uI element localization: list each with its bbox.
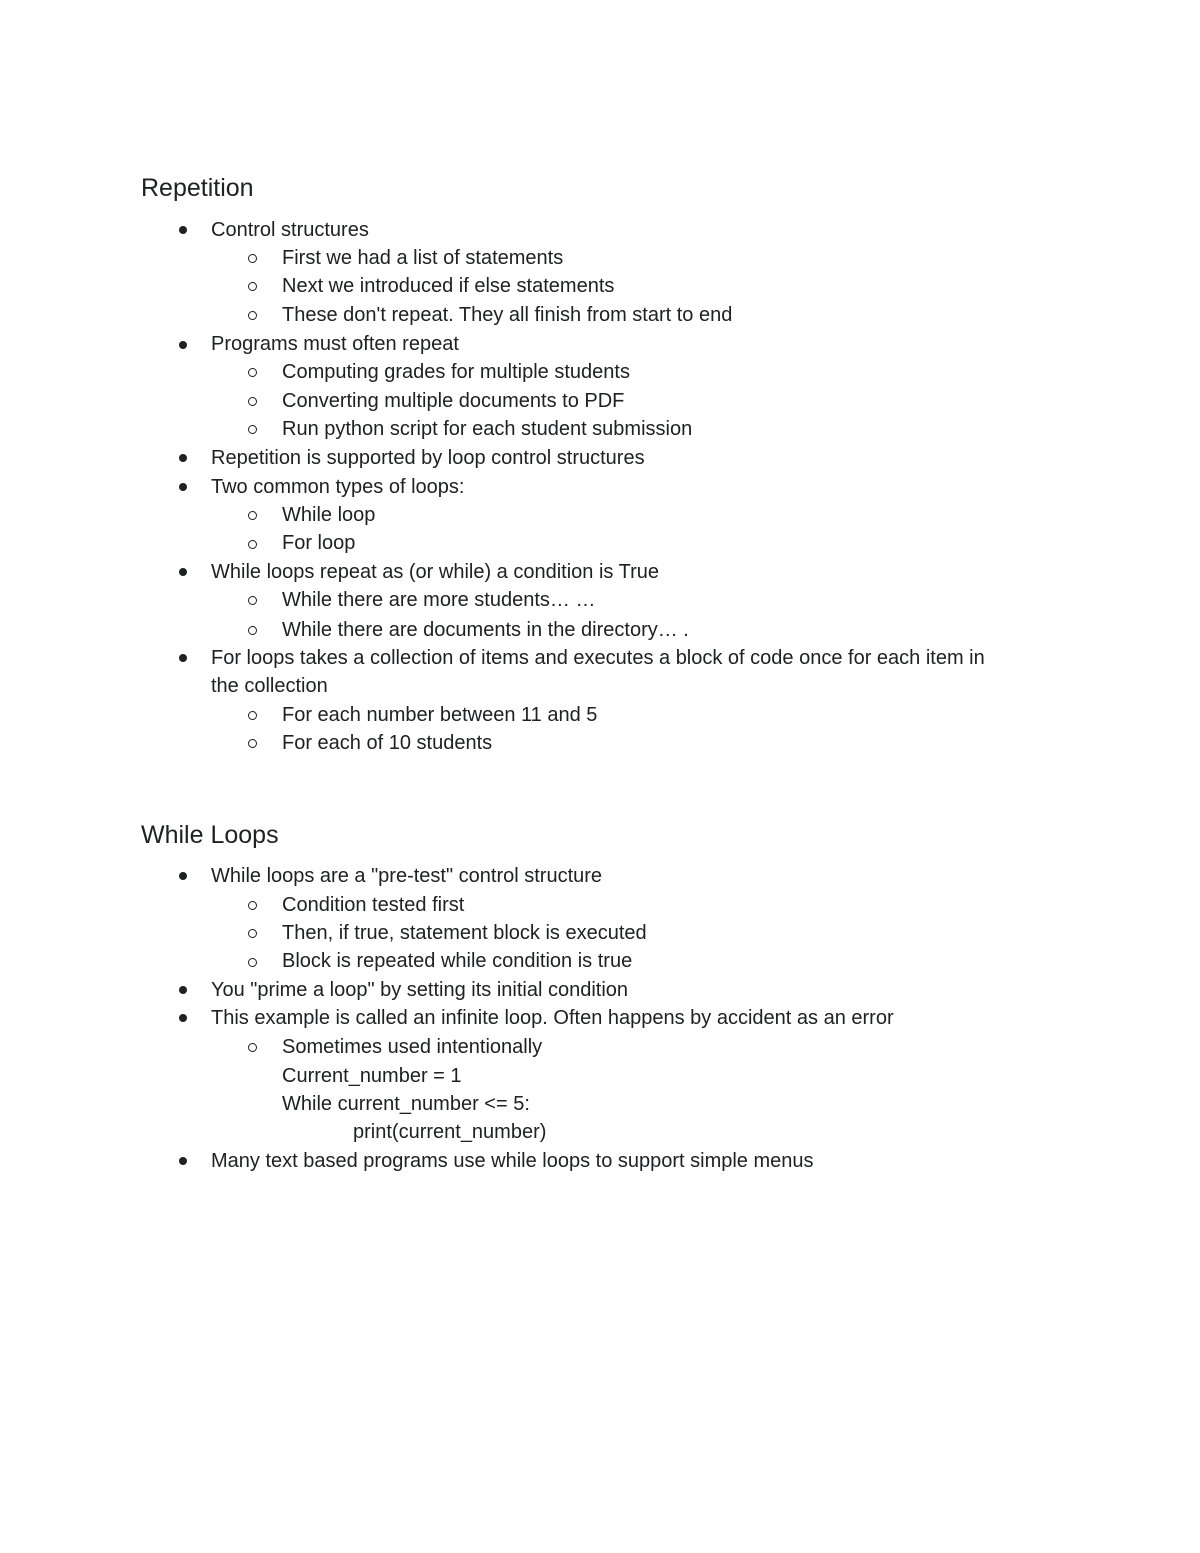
- hollow-bullet-icon: [248, 282, 257, 291]
- hollow-bullet-icon: [248, 540, 257, 549]
- bullet-icon: [179, 483, 187, 491]
- list-item-continuation: the collection: [211, 675, 328, 697]
- list-item: While loops are a "pre-test" control structure: [211, 865, 603, 887]
- list-subitem: Run python script for each student submission: [282, 418, 693, 440]
- list-item: For loops takes a collection of items and executes a block of code once for each item in: [211, 647, 985, 669]
- hollow-bullet-icon: [248, 425, 257, 434]
- bullet-icon: [179, 454, 187, 462]
- list-subitem: While loop: [282, 504, 376, 526]
- bullet-icon: [179, 872, 187, 880]
- code-line: While current_number <= 5:: [282, 1093, 530, 1115]
- code-line: print(current_number): [353, 1121, 547, 1143]
- list-subitem: Converting multiple documents to PDF: [282, 390, 625, 412]
- list-subitem: For each of 10 students: [282, 732, 493, 754]
- list-subitem: These don't repeat. They all finish from start to end: [282, 304, 733, 326]
- hollow-bullet-icon: [248, 311, 257, 320]
- hollow-bullet-icon: [248, 596, 257, 605]
- list-item: You "prime a loop" by setting its initial condition: [211, 979, 629, 1001]
- list-item: Many text based programs use while loops to support simple menus: [211, 1150, 814, 1172]
- hollow-bullet-icon: [248, 929, 257, 938]
- section-heading-while-loops: While Loops: [141, 821, 279, 849]
- list-subitem: Then, if true, statement block is executed: [282, 922, 647, 944]
- list-item: Repetition is supported by loop control structures: [211, 447, 645, 469]
- hollow-bullet-icon: [248, 711, 257, 720]
- hollow-bullet-icon: [248, 739, 257, 748]
- list-subitem: Sometimes used intentionally: [282, 1036, 543, 1058]
- list-item: Programs must often repeat: [211, 333, 459, 355]
- bullet-icon: [179, 226, 187, 234]
- hollow-bullet-icon: [248, 626, 257, 635]
- list-subitem: Next we introduced if else statements: [282, 275, 615, 297]
- hollow-bullet-icon: [248, 1043, 257, 1052]
- list-item: Two common types of loops:: [211, 476, 465, 498]
- list-item: This example is called an infinite loop. Often happens by accident as an error: [211, 1007, 894, 1029]
- hollow-bullet-icon: [248, 368, 257, 377]
- list-subitem: For each number between 11 and 5: [282, 704, 598, 726]
- list-subitem: While there are more students… …: [282, 589, 596, 611]
- hollow-bullet-icon: [248, 254, 257, 263]
- hollow-bullet-icon: [248, 901, 257, 910]
- list-item: While loops repeat as (or while) a condition is True: [211, 561, 659, 583]
- list-subitem: For loop: [282, 532, 356, 554]
- code-line: Current_number = 1: [282, 1065, 462, 1087]
- bullet-icon: [179, 568, 187, 576]
- hollow-bullet-icon: [248, 397, 257, 406]
- list-item: Control structures: [211, 219, 369, 241]
- bullet-icon: [179, 986, 187, 994]
- list-subitem: Condition tested first: [282, 894, 465, 916]
- hollow-bullet-icon: [248, 511, 257, 520]
- bullet-icon: [179, 341, 187, 349]
- hollow-bullet-icon: [248, 958, 257, 967]
- bullet-icon: [179, 1014, 187, 1022]
- list-subitem: While there are documents in the directory… .: [282, 619, 689, 641]
- section-heading-repetition: Repetition: [141, 174, 254, 202]
- list-subitem: First we had a list of statements: [282, 247, 564, 269]
- list-subitem: Computing grades for multiple students: [282, 361, 630, 383]
- bullet-icon: [179, 654, 187, 662]
- list-subitem: Block is repeated while condition is true: [282, 950, 633, 972]
- bullet-icon: [179, 1157, 187, 1165]
